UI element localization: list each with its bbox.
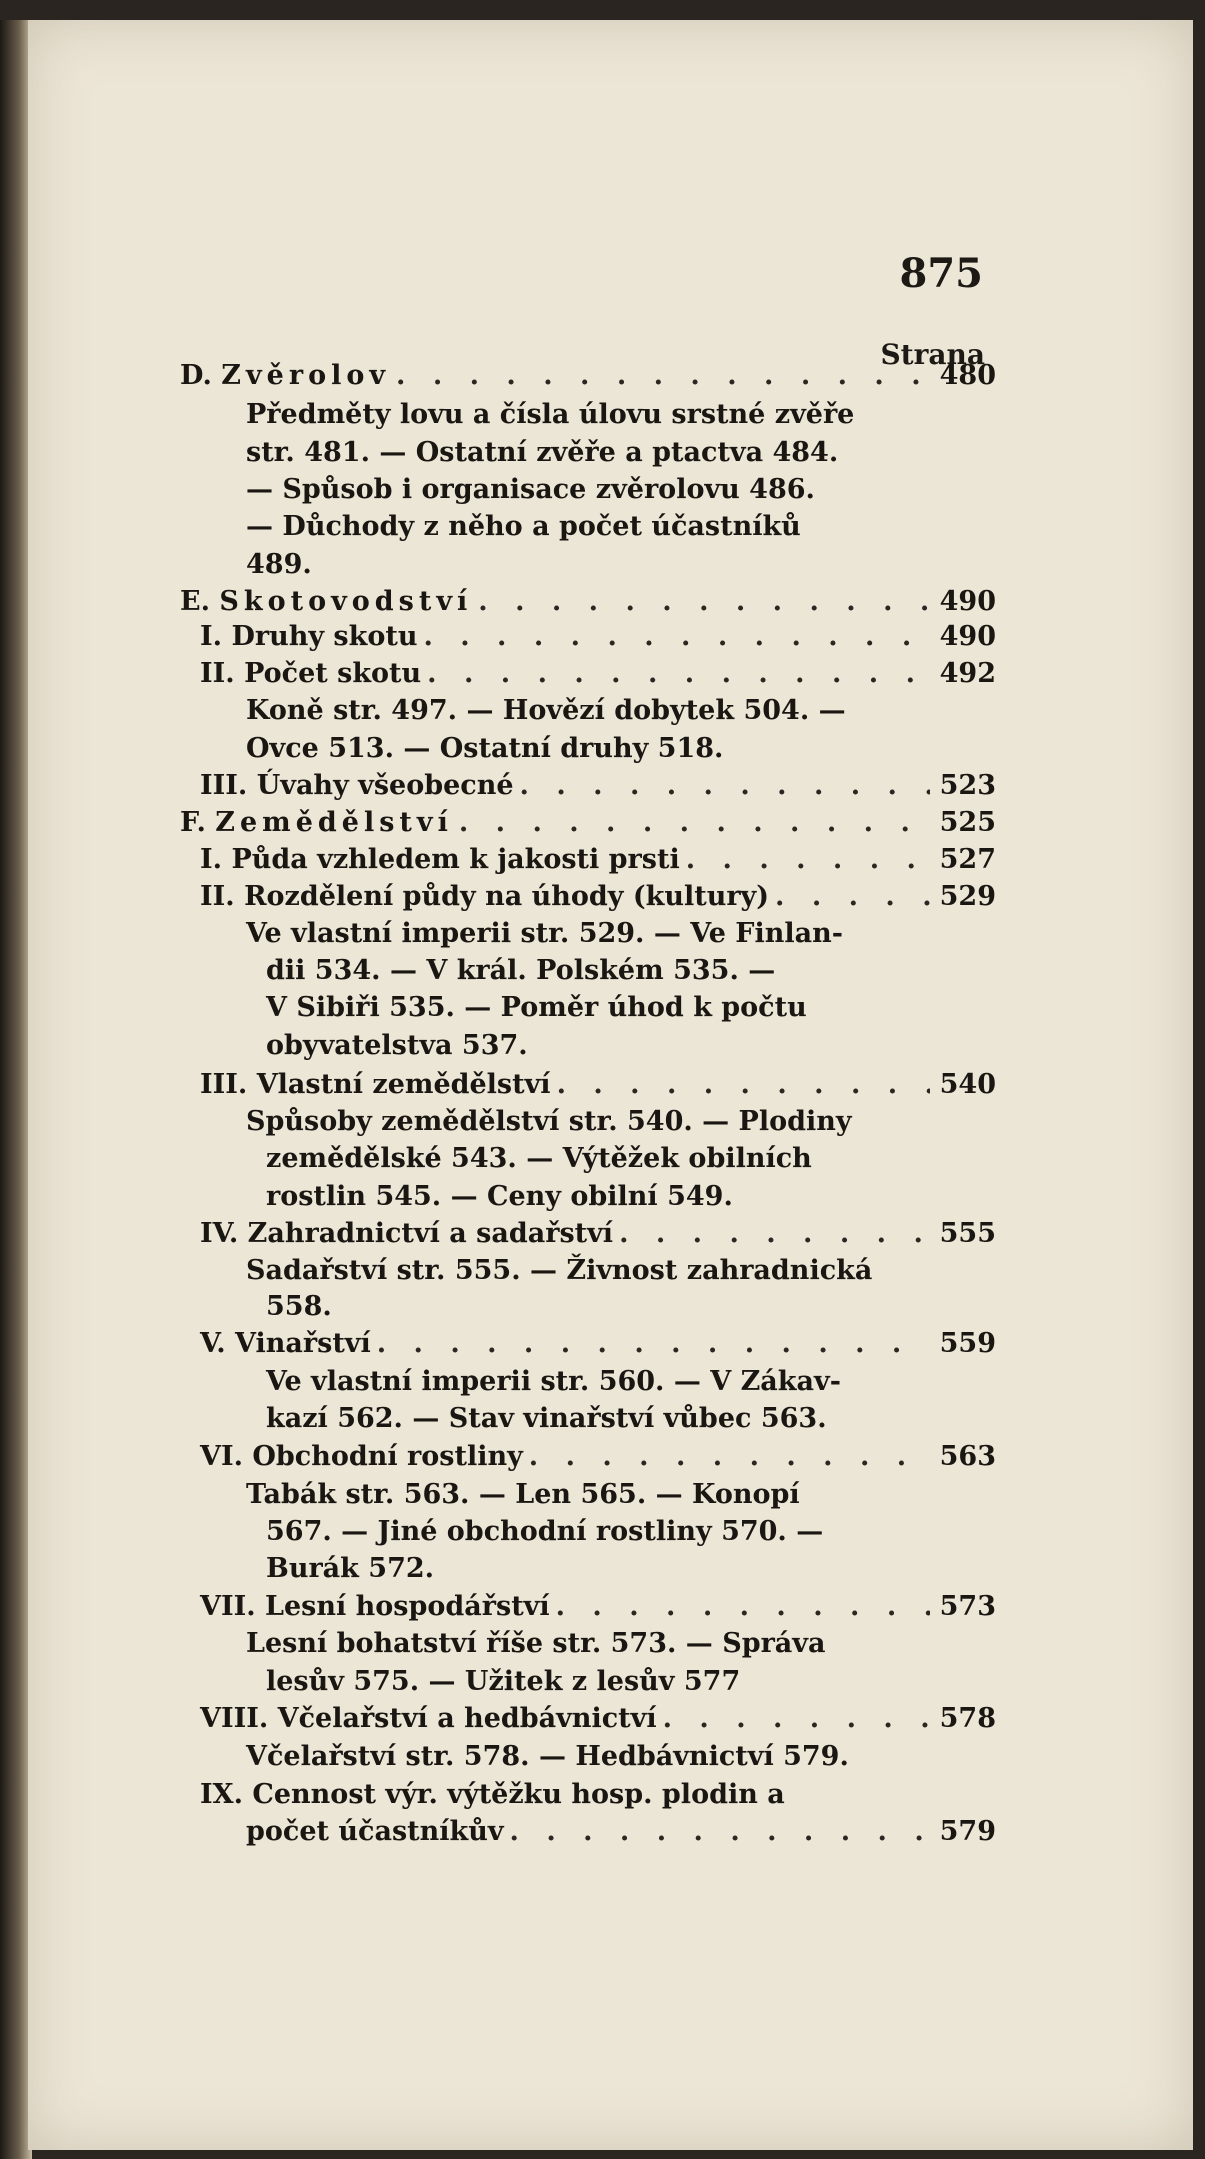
- toc-entry-title: [180, 357, 390, 395]
- toc-entry-title: [200, 1438, 523, 1476]
- toc-page-number: 529: [939, 881, 996, 912]
- toc-page-number: 579: [939, 1816, 996, 1847]
- toc-entry: [200, 1325, 996, 1363]
- toc-entry-label: III.: [200, 770, 257, 801]
- toc-page-number: 523: [939, 770, 996, 801]
- toc-page-number: 578: [939, 1703, 996, 1734]
- toc-entry: [200, 841, 996, 879]
- column-header-strana: Strana: [880, 338, 985, 371]
- dot-leader: [663, 1700, 930, 1738]
- toc-subentry-text: zemědělské 543. — Výtěžek obilních: [266, 1143, 812, 1174]
- toc-subentry-text: Lesní bohatství říše str. 573. — Správa: [246, 1628, 826, 1659]
- toc-entry-title-text: Půda vzhledem k jakosti prsti: [231, 844, 680, 875]
- toc-page-number: 490: [939, 621, 996, 652]
- toc-entry-title: [200, 655, 421, 693]
- toc-entry: [200, 655, 996, 693]
- toc-subentry-text: Spůsoby zemědělství str. 540. — Plodiny: [246, 1106, 852, 1137]
- toc-subentry-text: Včelařství str. 578. — Hedbávnictví 579.: [246, 1741, 849, 1772]
- toc-page-number: 480: [939, 360, 996, 391]
- toc-entry-title-text: Zahradnictví a sadařství: [247, 1218, 614, 1249]
- toc-page-number: 525: [939, 807, 996, 838]
- dot-leader: [775, 878, 930, 916]
- toc-subentry-text: kazí 562. — Stav vinařství vůbec 563.: [266, 1403, 827, 1434]
- toc-entry: [200, 1066, 996, 1104]
- toc-entry-title-text: Lesní hospodářství: [265, 1591, 550, 1622]
- toc-subentry-text: V Sibiři 535. — Poměr úhod k počtu: [266, 992, 807, 1023]
- toc-subentry-text: Sadařství str. 555. — Živnost zahradnická: [246, 1255, 873, 1286]
- toc-entry-title: [200, 1215, 613, 1253]
- toc-page-number: 540: [939, 1069, 996, 1100]
- toc-entry-title: [200, 618, 417, 656]
- dot-leader: [619, 1215, 930, 1253]
- toc-page-number: 490: [939, 586, 996, 617]
- toc-entry-label: V.: [200, 1328, 236, 1359]
- toc-entry: [180, 804, 996, 842]
- toc-subentry-text: Předměty lovu a čísla úlovu srstné zvěře: [246, 399, 855, 430]
- toc-entry: [200, 1438, 996, 1476]
- toc-entry-title: [200, 1066, 551, 1104]
- dot-leader: [510, 1813, 930, 1851]
- dot-leader: [478, 583, 930, 621]
- dot-leader: [396, 357, 930, 395]
- toc-entry-label: I.: [200, 621, 232, 652]
- toc-entry: [180, 357, 996, 395]
- toc-entry: [200, 1700, 996, 1738]
- dot-leader: [520, 767, 930, 805]
- toc-subentry-text: Ve vlastní imperii str. 560. — V Zákav-: [266, 1366, 841, 1397]
- toc-entry-title: [200, 767, 514, 805]
- page-number: 875: [899, 250, 983, 297]
- toc-entry-title-text: Vlastní zemědělství: [256, 1069, 551, 1100]
- toc-entry-title: [200, 1700, 657, 1738]
- dot-leader: [427, 655, 930, 693]
- toc-entry: [200, 618, 996, 656]
- toc-entry-title: [200, 841, 680, 879]
- toc-subentry-text: dii 534. — V král. Polském 535. —: [266, 955, 776, 986]
- toc-entry-label: I.: [200, 844, 232, 875]
- toc-page-number: 492: [939, 658, 996, 689]
- toc-entry-title: [246, 1813, 504, 1851]
- toc-entry-label: IV.: [200, 1218, 248, 1249]
- toc-page-number: 527: [939, 844, 996, 875]
- toc-entry-label: II.: [200, 881, 245, 912]
- toc-entry-title-text: Zemědělství: [215, 807, 453, 838]
- toc-page-number: 559: [939, 1328, 996, 1359]
- toc-entry-label: III.: [200, 1069, 257, 1100]
- toc-entry-title-text: Včelařství a hedbávnictví: [277, 1703, 657, 1734]
- toc-entry-label: F.: [180, 807, 216, 838]
- toc-subentry-text: Ve vlastní imperii str. 529. — Ve Finlan-: [246, 918, 843, 949]
- toc-subentry-text: Koně str. 497. — Hovězí dobytek 504. —: [246, 695, 846, 726]
- toc-subentry-text: 558.: [266, 1291, 332, 1322]
- toc-entry-title: [200, 1588, 550, 1626]
- toc-subentry-text: 567. — Jiné obchodní rostliny 570. —: [266, 1516, 824, 1547]
- toc-entry-title-text: Počet skotu: [244, 658, 422, 689]
- toc-entry-title-text: Zvěrolov: [221, 360, 391, 391]
- toc-entry-label: VI.: [200, 1441, 253, 1472]
- toc-entry-label: VII.: [200, 1591, 266, 1622]
- toc-entry: [246, 1813, 996, 1851]
- toc-entry-label: II.: [200, 658, 245, 689]
- toc-subentry-text: — Důchody z něho a počet účastníků: [246, 511, 801, 542]
- toc-entry: [180, 583, 996, 621]
- toc-entry-title-text: Vinařství: [235, 1328, 371, 1359]
- dot-leader: [377, 1325, 930, 1363]
- toc-subentry-text: IX. Cennost výr. výtěžku hosp. plodin a: [200, 1779, 785, 1810]
- dot-leader: [557, 1066, 930, 1104]
- toc-subentry-text: lesův 575. — Užitek z lesův 577: [266, 1666, 741, 1697]
- toc-entry-title-text: Úvahy všeobecné: [256, 770, 514, 801]
- toc-page-number: 563: [939, 1441, 996, 1472]
- toc-subentry-text: Ovce 513. — Ostatní druhy 518.: [246, 733, 724, 764]
- toc-subentry-text: — Spůsob i organisace zvěrolovu 486.: [246, 474, 815, 505]
- dot-leader: [556, 1588, 930, 1626]
- toc-entry: [200, 878, 996, 916]
- toc-entry-label: E.: [180, 586, 220, 617]
- toc-entry-title-text: Rozdělení půdy na úhody (kultury): [244, 881, 770, 912]
- toc-entry-label: D.: [180, 360, 222, 391]
- toc-subentry-text: rostlin 545. — Ceny obilní 549.: [266, 1181, 733, 1212]
- toc-subentry-text: Burák 572.: [266, 1553, 435, 1584]
- toc-entry: [200, 767, 996, 805]
- dot-leader: [686, 841, 930, 879]
- toc-subentry-text: str. 481. — Ostatní zvěře a ptactva 484.: [246, 437, 839, 468]
- toc-page-number: 555: [939, 1218, 996, 1249]
- toc-entry: [200, 1215, 996, 1253]
- toc-subentry-text: Tabák str. 563. — Len 565. — Konopí: [246, 1479, 800, 1510]
- toc-entry-title: [180, 804, 453, 842]
- toc-entry-title: [180, 583, 472, 621]
- dot-leader: [423, 618, 930, 656]
- dot-leader: [529, 1438, 930, 1476]
- toc-entry-title-text: počet účastníkův: [246, 1816, 504, 1847]
- toc-entry-title-text: Obchodní rostliny: [252, 1441, 523, 1472]
- toc-entry-title-text: Druhy skotu: [231, 621, 418, 652]
- toc-entry-title-text: Skotovodství: [219, 586, 473, 617]
- toc-subentry-text: 489.: [246, 549, 312, 580]
- toc-subentry-text: obyvatelstva 537.: [266, 1030, 528, 1061]
- toc-entry: [200, 1588, 996, 1626]
- book-page: [28, 20, 1193, 2150]
- toc-entry-title: [200, 878, 769, 916]
- toc-page-number: 573: [939, 1591, 996, 1622]
- dot-leader: [459, 804, 930, 842]
- toc-entry-label: VIII.: [200, 1703, 278, 1734]
- toc-entry-title: [200, 1325, 371, 1363]
